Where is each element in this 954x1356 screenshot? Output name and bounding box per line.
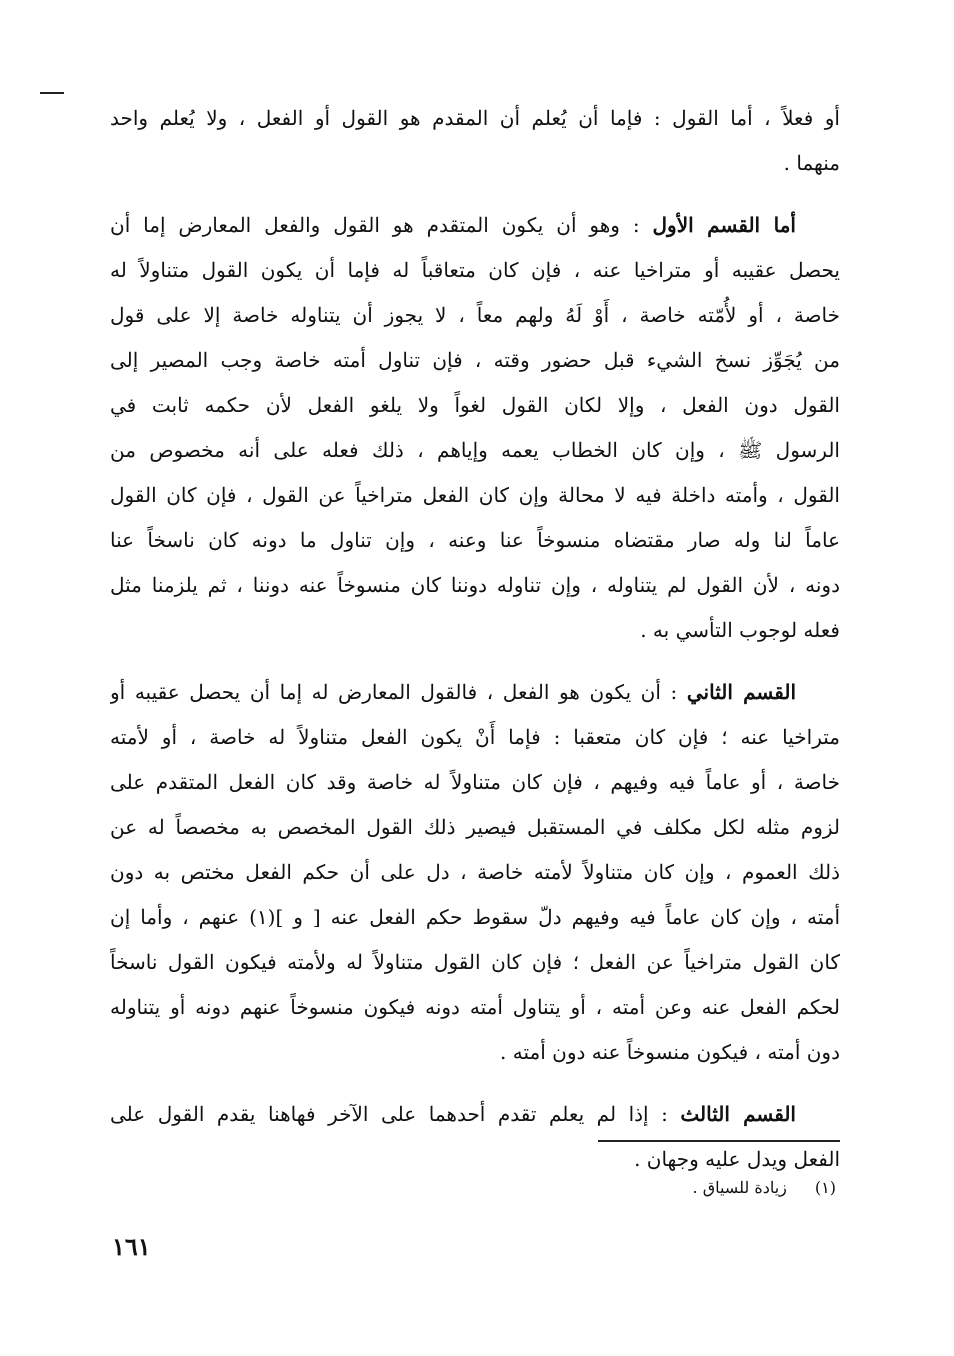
text-line: متراخيا عنه ؛ فإن كان متعقبا : فإما أَنْ يكون الفعل متناولاً له خاصة ، أو لأمته	[110, 725, 840, 749]
text-line	[110, 1092, 840, 1137]
paragraph-1	[110, 96, 840, 186]
text-line: لزوم مثله لكل مكلف في المستقبل فيصير ذلك القول المخصص به مخصصاً له عن	[110, 815, 840, 839]
text-line: الرسول ﷺ ، وإن كان الخطاب يعمه وإياهم ، ذلك فعله على أنه مخصوص من	[110, 438, 840, 462]
section-heading: أما القسم الأول	[652, 213, 796, 237]
text-line: كان القول متراخياً عن الفعل ؛ فإن كان القول متناولاً له ولأمته فيكون القول ناسخاً	[110, 950, 840, 974]
page-number: ١٦١	[112, 1232, 151, 1261]
text-line	[110, 670, 840, 715]
text-line: عاماً لنا وله صار مقتضاه منسوخاً عنا وعنه ، وإن تناول ما دونه كان ناسخاً عنا	[110, 528, 840, 552]
footnote	[693, 1176, 836, 1200]
margin-mark	[40, 92, 64, 94]
text-line: فعله لوجوب التأسي به .	[640, 618, 840, 642]
text-line: دون أمته ، فيكون منسوخاً عنه دون أمته .	[500, 1040, 840, 1064]
text-line: خاصة ، أو لأُمّته خاصة ، أَوْ لَهُ ولهم معاً ، لا يجوز أن يتناوله خاصة إلا على قول	[110, 303, 840, 327]
text-line: القول ، وأمته داخلة فيه لا محالة وإن كان الفعل متراخياً عن القول ، فإن كان القول	[110, 483, 840, 507]
text-line: منهما .	[783, 151, 840, 175]
text-line: من يُجَوِّز نسخ الشيء قبل حضور وقته ، فإن تناول أمته خاصة وجب المصير إلى	[110, 348, 840, 372]
text-line: القول دون الفعل ، وإلا لكان القول لغواً ولا يلغو الفعل لأن حكمه ثابت في	[110, 393, 840, 417]
footnote-number: (١)	[814, 1178, 836, 1197]
text-line: أو فعلاً ، أما القول : فإما أن يُعلم أن المقدم هو القول أو الفعل ، ولا يُعلم واحد	[110, 106, 840, 130]
text-line: ذلك العموم ، وإن كان متناولاً لأمته خاصة ، دل على أن حكم الفعل مختص به دون	[110, 860, 840, 884]
section-heading: القسم الثاني	[686, 680, 796, 704]
text-line: خاصة ، أو عاماً فيه وفيهم ، فإن كان متناولاً له خاصة وقد كان الفعل المتقدم على	[110, 770, 840, 794]
paragraph-4	[110, 1092, 840, 1182]
footnote-separator	[598, 1140, 840, 1142]
paragraph-2	[110, 203, 840, 653]
section-heading: القسم الثالث	[680, 1102, 796, 1126]
text-line: لحكم الفعل عنه وعن أمته ، أو يتناول أمته دونه فيكون منسوخاً عنهم دونه أو يتناوله	[110, 995, 840, 1019]
footnote-text: زيادة للسياق .	[692, 1178, 787, 1197]
heading-continuation: : إذا لم يعلم تقدم أحدهما على الآخر فهاهنا يقدم القول على	[110, 1102, 681, 1126]
text-line: الفعل ويدل عليه وجهان .	[634, 1147, 840, 1171]
page-body	[110, 96, 840, 1182]
text-line: يحصل عقيبه أو متراخيا عنه ، فإن كان متعاقباً له فإما أن يكون القول متناولاً له	[110, 258, 840, 282]
heading-continuation: : وهو أن يكون المتقدم هو القول والفعل المعارض إما أن	[110, 213, 653, 237]
paragraph-3	[110, 670, 840, 1075]
text-line	[110, 203, 840, 248]
heading-continuation: : أن يكون هو الفعل ، فالقول المعارض له إما أن يحصل عقيبه أو	[110, 680, 687, 704]
text-line: أمته ، وإن كان عاماً فيه وفيهم دلّ سقوط حكم الفعل عنه [ و ](١) عنهم ، وأما إن	[110, 905, 840, 929]
text-line: دونه ، لأن القول لم يتناوله ، وإن تناوله دوننا كان منسوخاً عنه دوننا ، ثم يلزمنا مثل	[110, 573, 840, 597]
